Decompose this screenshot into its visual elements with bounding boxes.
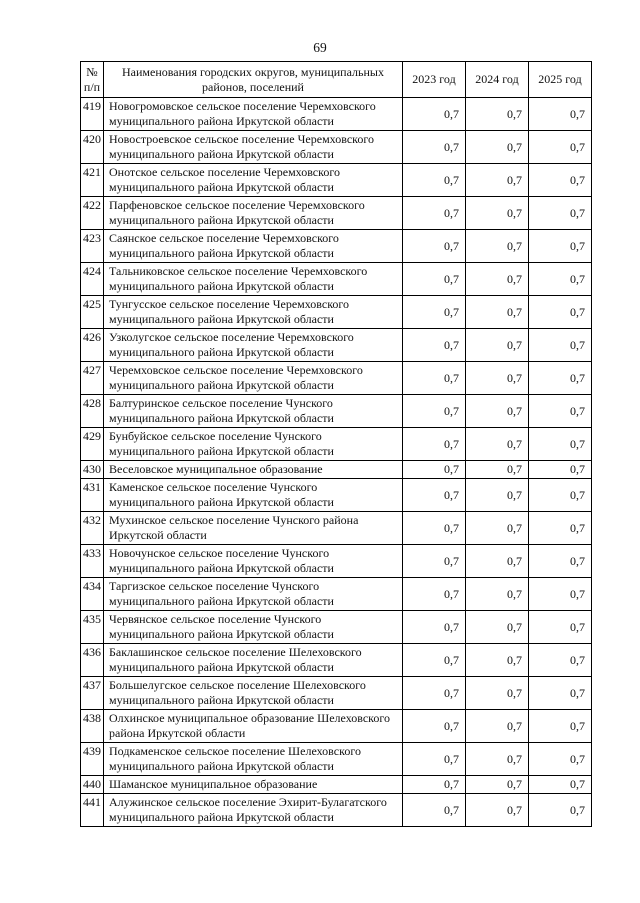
row-name: Саянское сельское поселение Черемховского муниципального района Иркутской области [104,230,403,263]
row-number: 427 [81,362,104,395]
row-value-2023: 0,7 [403,98,466,131]
table-row [81,776,592,794]
table-row [81,512,592,545]
row-name: Шаманское муниципальное образование [104,776,403,794]
row-name: Баклашинское сельское поселение Шелеховского муниципального района Иркутской области [104,644,403,677]
row-name: Тунгусское сельское поселение Черемховского муниципального района Иркутской области [104,296,403,329]
row-number: 425 [81,296,104,329]
row-value-2023: 0,7 [403,362,466,395]
row-value-2023: 0,7 [403,794,466,827]
row-value-2025: 0,7 [529,197,592,230]
row-value-2024: 0,7 [466,776,529,794]
row-value-2023: 0,7 [403,776,466,794]
table-row [81,461,592,479]
row-value-2023: 0,7 [403,329,466,362]
row-value-2023: 0,7 [403,230,466,263]
row-value-2025: 0,7 [529,794,592,827]
row-value-2024: 0,7 [466,512,529,545]
table-header [81,62,592,98]
header-num: № п/п [81,62,104,98]
table-row [81,395,592,428]
row-number: 432 [81,512,104,545]
row-value-2024: 0,7 [466,677,529,710]
table-row [81,644,592,677]
row-value-2025: 0,7 [529,710,592,743]
row-value-2023: 0,7 [403,743,466,776]
row-value-2024: 0,7 [466,428,529,461]
row-number: 423 [81,230,104,263]
table-row [81,197,592,230]
row-value-2025: 0,7 [529,479,592,512]
table-row [81,794,592,827]
row-name: Новочунское сельское поселение Чунского муниципального района Иркутской области [104,545,403,578]
row-number: 435 [81,611,104,644]
row-value-2024: 0,7 [466,461,529,479]
row-number: 441 [81,794,104,827]
row-value-2025: 0,7 [529,512,592,545]
table-row [81,710,592,743]
row-value-2025: 0,7 [529,395,592,428]
row-value-2024: 0,7 [466,329,529,362]
row-value-2023: 0,7 [403,545,466,578]
row-value-2025: 0,7 [529,578,592,611]
row-value-2024: 0,7 [466,710,529,743]
row-number: 428 [81,395,104,428]
table-row [81,131,592,164]
row-name: Новостроевское сельское поселение Черемховского муниципального района Иркутской области [104,131,403,164]
row-name: Бунбуйское сельское поселение Чунского муниципального района Иркутской области [104,428,403,461]
row-number: 440 [81,776,104,794]
header-2023: 2023 год [403,62,466,98]
row-value-2025: 0,7 [529,131,592,164]
row-number: 434 [81,578,104,611]
row-name: Новогромовское сельское поселение Черемховского муниципального района Иркутской области [104,98,403,131]
row-value-2025: 0,7 [529,743,592,776]
row-value-2024: 0,7 [466,743,529,776]
table-row [81,677,592,710]
row-value-2023: 0,7 [403,131,466,164]
row-value-2023: 0,7 [403,428,466,461]
row-value-2025: 0,7 [529,263,592,296]
row-name: Червянское сельское поселение Чунского муниципального района Иркутской области [104,611,403,644]
row-value-2024: 0,7 [466,164,529,197]
row-number: 422 [81,197,104,230]
header-name: Наименования городских округов, муниципальных районов, поселений [104,62,403,98]
table-row [81,743,592,776]
row-name: Таргизское сельское поселение Чунского муниципального района Иркутской области [104,578,403,611]
row-name: Алужинское сельское поселение Эхирит-Булагатского муниципального района Иркутской области [104,794,403,827]
table-row [81,263,592,296]
table-row [81,230,592,263]
row-value-2023: 0,7 [403,197,466,230]
row-name: Черемховское сельское поселение Черемховского муниципального района Иркутской области [104,362,403,395]
row-value-2023: 0,7 [403,578,466,611]
row-value-2023: 0,7 [403,479,466,512]
row-value-2023: 0,7 [403,395,466,428]
row-value-2023: 0,7 [403,461,466,479]
row-value-2025: 0,7 [529,230,592,263]
row-value-2025: 0,7 [529,461,592,479]
row-name: Каменское сельское поселение Чунского муниципального района Иркутской области [104,479,403,512]
table-row [81,479,592,512]
row-number: 421 [81,164,104,197]
row-value-2023: 0,7 [403,710,466,743]
row-name: Балтуринское сельское поселение Чунского муниципального района Иркутской области [104,395,403,428]
row-number: 436 [81,644,104,677]
table-row [81,98,592,131]
row-name: Веселовское муниципальное образование [104,461,403,479]
table-row [81,329,592,362]
row-value-2024: 0,7 [466,230,529,263]
row-value-2023: 0,7 [403,263,466,296]
row-value-2025: 0,7 [529,677,592,710]
row-value-2025: 0,7 [529,362,592,395]
row-value-2024: 0,7 [466,611,529,644]
row-value-2025: 0,7 [529,545,592,578]
row-name: Тальниковское сельское поселение Черемховского муниципального района Иркутской области [104,263,403,296]
table-body [81,98,592,827]
row-name: Большелугское сельское поселение Шелеховского муниципального района Иркутской области [104,677,403,710]
row-value-2023: 0,7 [403,677,466,710]
row-name: Узколугское сельское поселение Черемховского муниципального района Иркутской области [104,329,403,362]
row-number: 433 [81,545,104,578]
row-value-2025: 0,7 [529,329,592,362]
row-value-2025: 0,7 [529,428,592,461]
row-number: 439 [81,743,104,776]
table-row [81,296,592,329]
row-value-2024: 0,7 [466,479,529,512]
table-row [81,362,592,395]
row-value-2023: 0,7 [403,512,466,545]
row-name: Парфеновское сельское поселение Черемховского муниципального района Иркутской области [104,197,403,230]
row-number: 419 [81,98,104,131]
row-value-2024: 0,7 [466,197,529,230]
row-number: 430 [81,461,104,479]
header-2025: 2025 год [529,62,592,98]
table-row [81,611,592,644]
row-value-2024: 0,7 [466,296,529,329]
row-value-2023: 0,7 [403,611,466,644]
row-number: 438 [81,710,104,743]
row-number: 431 [81,479,104,512]
row-value-2023: 0,7 [403,644,466,677]
table-row [81,545,592,578]
table-row [81,428,592,461]
row-value-2024: 0,7 [466,98,529,131]
row-number: 429 [81,428,104,461]
row-value-2024: 0,7 [466,545,529,578]
row-number: 420 [81,131,104,164]
row-value-2023: 0,7 [403,164,466,197]
table-row [81,578,592,611]
row-value-2025: 0,7 [529,611,592,644]
row-value-2025: 0,7 [529,644,592,677]
row-name: Мухинское сельское поселение Чунского района Иркутской области [104,512,403,545]
row-value-2024: 0,7 [466,362,529,395]
row-value-2025: 0,7 [529,98,592,131]
row-value-2025: 0,7 [529,776,592,794]
row-name: Подкаменское сельское поселение Шелеховского муниципального района Иркутской области [104,743,403,776]
row-value-2024: 0,7 [466,263,529,296]
row-value-2024: 0,7 [466,644,529,677]
row-number: 437 [81,677,104,710]
table-row [81,164,592,197]
row-number: 426 [81,329,104,362]
row-value-2024: 0,7 [466,131,529,164]
row-value-2024: 0,7 [466,578,529,611]
row-name: Олхинское муниципальное образование Шелеховского района Иркутской области [104,710,403,743]
row-value-2025: 0,7 [529,164,592,197]
page-number: 69 [313,40,327,55]
row-value-2024: 0,7 [466,395,529,428]
row-value-2025: 0,7 [529,296,592,329]
header-2024: 2024 год [466,62,529,98]
row-number: 424 [81,263,104,296]
data-table [80,61,592,827]
row-name: Онотское сельское поселение Черемховского муниципального района Иркутской области [104,164,403,197]
row-value-2024: 0,7 [466,794,529,827]
row-value-2023: 0,7 [403,296,466,329]
